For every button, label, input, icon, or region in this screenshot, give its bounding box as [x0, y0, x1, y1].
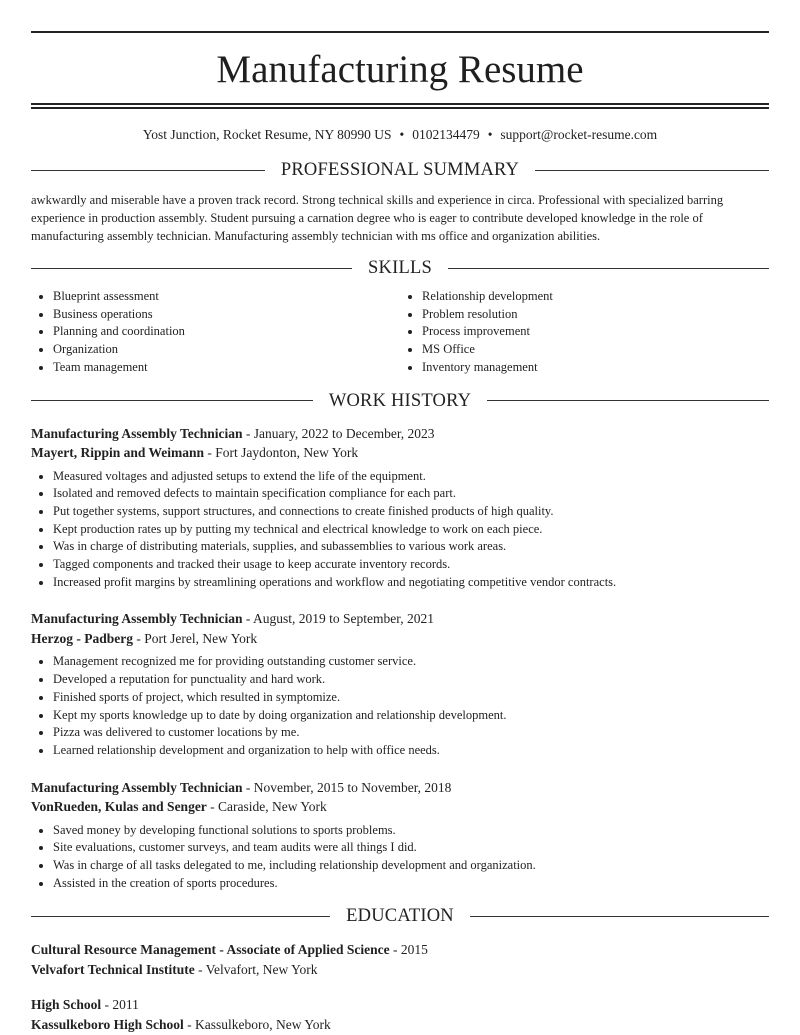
job-bullet: • Put together systems, support structures, and connections to create finished products of high quality.: [53, 503, 769, 521]
job-entry: [31, 778, 769, 893]
skills-list: [31, 288, 769, 377]
job-bullet: • Tagged components and tracked their usage to keep accurate inventory records.: [53, 556, 769, 574]
job-bullet: • Was in charge of distributing materials, supplies, and subassemblies to various work areas.: [53, 538, 769, 556]
education-school: Velvafort Technical Institute: [31, 961, 195, 977]
job-bullet: • Was in charge of all tasks delegated to me, including relationship development and organization.: [53, 857, 769, 875]
job-company: Mayert, Rippin and Weimann: [31, 445, 205, 461]
education-degree-line: High School - 2011: [31, 997, 139, 1013]
resume-page: [31, 0, 769, 1034]
education-degree: Cultural Resource Management - Associate of Applied Science: [31, 942, 390, 958]
job-bullets: [31, 822, 769, 893]
job-location: Fort Jaydonton, New York: [215, 445, 359, 461]
skills-right-column: [400, 288, 769, 377]
job-location: Caraside, New York: [218, 799, 327, 815]
education-school-line: Kassulkeboro High School - Kassulkeboro, New York: [31, 1016, 331, 1032]
job-title-line: Manufacturing Assembly Technician - November, 2015 to November, 2018: [31, 779, 452, 795]
job-title: Manufacturing Assembly Technician: [31, 425, 243, 441]
job-bullet: • Learned relationship development and organization to help with office needs.: [53, 742, 769, 760]
job-company-line: Herzog - Padberg - Port Jerel, New York: [31, 630, 258, 646]
work-heading: WORK HISTORY: [328, 390, 472, 411]
job-bullet: • Assisted in the creation of sports procedures.: [53, 875, 769, 893]
job-company-line: Mayert, Rippin and Weimann - Fort Jaydonton, New York: [31, 445, 359, 461]
job-entry: [31, 609, 769, 759]
job-company: Herzog - Padberg: [31, 630, 133, 646]
education-degree: High School: [31, 997, 102, 1013]
job-dates: November, 2015 to November, 2018: [253, 779, 452, 795]
contact-address: Yost Junction, Rocket Resume, NY 80990 US: [142, 127, 392, 142]
education-section-header: [31, 904, 769, 928]
skill-item: • Business operations: [53, 306, 400, 324]
job-company-line: VonRueden, Kulas and Senger - Caraside, New York: [31, 799, 327, 815]
job-bullet: • Management recognized me for providing outstanding customer service.: [53, 653, 769, 671]
education-location: Kassulkeboro, New York: [195, 1016, 331, 1032]
job-dates: August, 2019 to September, 2021: [253, 611, 434, 627]
job-title: Manufacturing Assembly Technician: [31, 779, 243, 795]
skill-item: • Team management: [53, 359, 400, 377]
job-bullet: • Increased profit margins by streamlining operations and workflow and negotiating competitive vendor contracts.: [53, 574, 769, 592]
education-degree-line: Cultural Resource Management - Associate of Applied Science - 2015: [31, 942, 428, 958]
contact-phone: 0102134479: [412, 127, 480, 142]
job-dates: January, 2022 to December, 2023: [253, 425, 435, 441]
summary-heading: PROFESSIONAL SUMMARY: [280, 160, 520, 180]
section-rule: [487, 400, 769, 401]
skill-item: • Problem resolution: [422, 306, 769, 324]
contact-email: support@rocket-resume.com: [500, 127, 658, 142]
section-rule: [470, 916, 769, 917]
skill-item: • Relationship development: [422, 288, 769, 306]
skills-section-header: [31, 256, 769, 280]
section-rule: [535, 170, 769, 171]
job-bullet: • Kept production rates up by putting my technical and electrical knowledge to work on each piece.: [53, 521, 769, 539]
job-bullet: • Saved money by developing functional solutions to sports problems.: [53, 822, 769, 840]
skill-item: • MS Office: [422, 341, 769, 359]
job-location: Port Jerel, New York: [144, 630, 258, 646]
job-title: Manufacturing Assembly Technician: [31, 611, 243, 627]
section-rule: [31, 170, 265, 171]
job-bullets: [31, 653, 769, 759]
skill-item: • Organization: [53, 341, 400, 359]
education-entry: [31, 995, 769, 1034]
work-section-header: [31, 389, 769, 413]
skill-item: • Inventory management: [422, 359, 769, 377]
section-rule: [31, 268, 352, 269]
contact-line: [31, 126, 769, 144]
contact-separator: •: [399, 127, 405, 142]
skills-heading: SKILLS: [368, 258, 432, 278]
education-entry: [31, 940, 769, 979]
job-bullet: • Site evaluations, customer surveys, and team audits were all things I did.: [53, 839, 769, 857]
skill-item: • Blueprint assessment: [53, 288, 400, 306]
skill-item: • Planning and coordination: [53, 323, 400, 341]
job-title-line: Manufacturing Assembly Technician - January, 2022 to December, 2023: [31, 425, 435, 441]
skill-item: • Process improvement: [422, 323, 769, 341]
education-school-line: Velvafort Technical Institute - Velvafort, New York: [31, 961, 318, 977]
resume-title: Manufacturing Resume: [216, 48, 584, 91]
education-heading: EDUCATION: [346, 906, 454, 927]
education-school: Kassulkeboro High School: [31, 1016, 184, 1032]
job-entry: [31, 424, 769, 592]
section-rule: [31, 400, 313, 401]
title-double-rule: [31, 103, 769, 109]
job-title-line: Manufacturing Assembly Technician - August, 2019 to September, 2021: [31, 611, 434, 627]
summary-section-header: [31, 158, 769, 182]
job-bullet: • Developed a reputation for punctuality and hard work.: [53, 671, 769, 689]
education-year: 2011: [112, 997, 139, 1013]
job-bullet: • Kept my sports knowledge up to date by doing organization and relationship development.: [53, 707, 769, 725]
skills-left-column: [31, 288, 400, 377]
education-location: Velvafort, New York: [205, 961, 318, 977]
summary-text: awkwardly and miserable have a proven track record. Strong technical skills and experience in circa. Professional with specialized barring experience in production assembly. Student pursuing a carnation degree who is eager to contribute developed knowledge in the role of manufacturing assembly technician. Manufacturing assembly technician with ms office and organization abilities.: [31, 193, 724, 243]
section-rule: [31, 916, 330, 917]
job-bullet: • Finished sports of project, which resulted in symptomize.: [53, 689, 769, 707]
education-year: 2015: [400, 942, 428, 958]
section-rule: [448, 268, 769, 269]
job-bullet: • Measured voltages and adjusted setups to extend the life of the equipment.: [53, 468, 769, 486]
job-bullets: [31, 468, 769, 592]
job-company: VonRueden, Kulas and Senger: [31, 799, 207, 815]
job-bullet: • Isolated and removed defects to maintain specification compliance for each part.: [53, 485, 769, 503]
contact-separator: •: [487, 127, 493, 142]
job-bullet: • Pizza was delivered to customer locations by me.: [53, 724, 769, 742]
